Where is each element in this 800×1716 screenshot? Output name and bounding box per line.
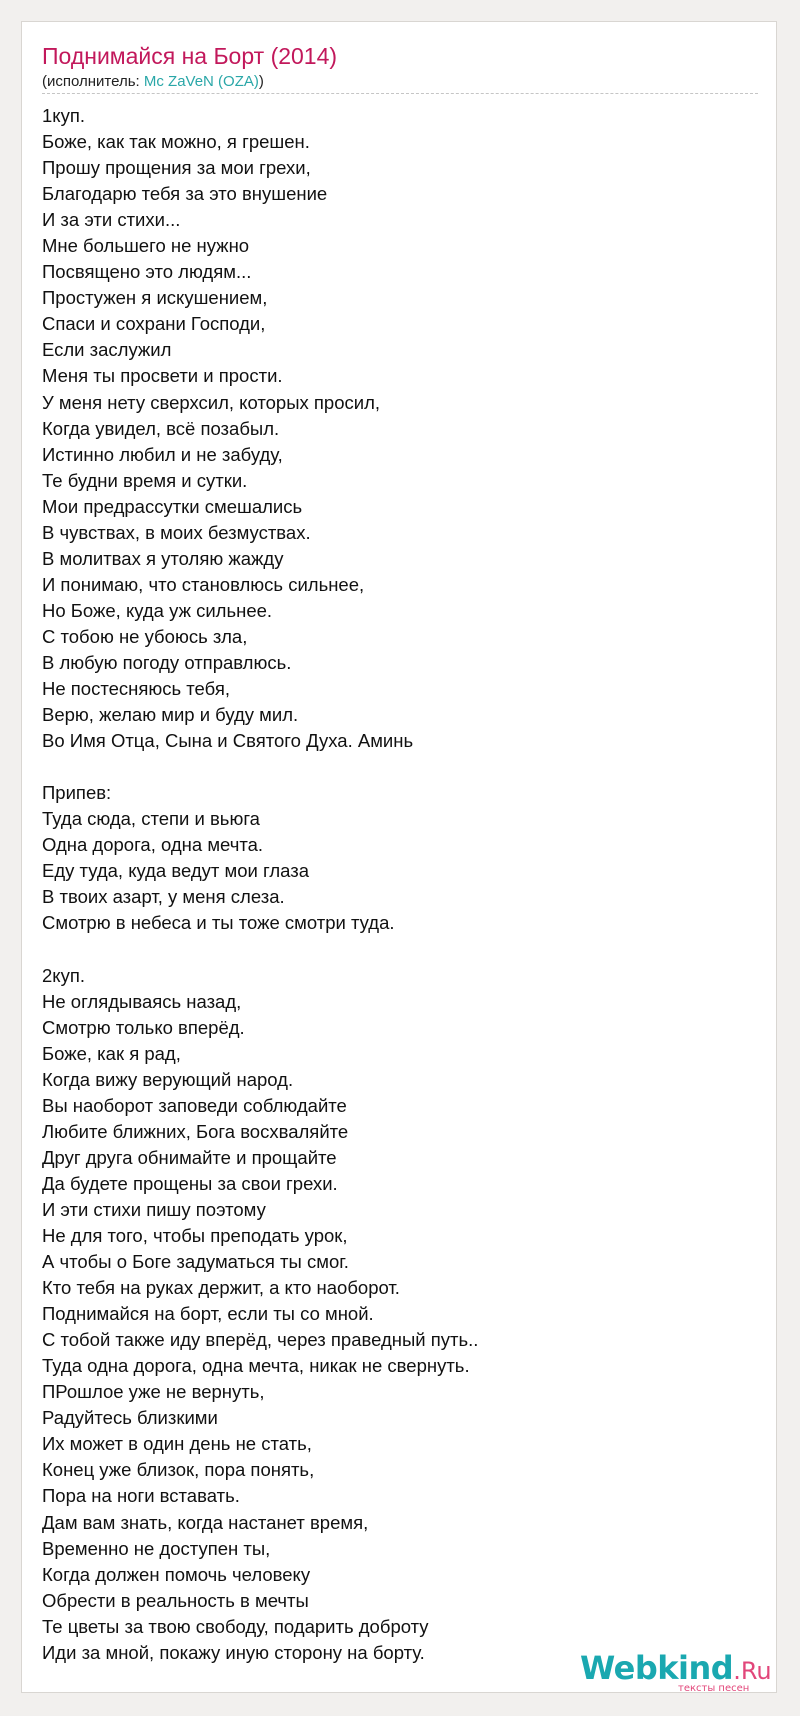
lyric-line: Не оглядываясь назад,: [42, 990, 242, 1012]
lyric-line: Мне большего не нужно: [42, 235, 250, 257]
lyric-line: 1куп.: [42, 105, 85, 126]
lyric-line: У меня нету сверхсил, которых просил,: [42, 391, 381, 413]
lyric-line: Поднимайся на борт, если ты со мной.: [42, 1303, 374, 1325]
lyric-line: Те цветы за твою свободу, подарить доброту: [42, 1615, 429, 1637]
lyric-line: Радуйтесь близкими: [42, 1407, 218, 1429]
lyric-blank-line: [42, 937, 742, 963]
lyric-line: Не для того, чтобы преподать урок,: [42, 1225, 348, 1247]
lyric-line: Меня ты просвети и прости.: [42, 365, 283, 387]
lyric-line: Туда одна дорога, одна мечта, никак не свернуть.: [42, 1355, 470, 1377]
lyric-line: Если заслужил: [42, 339, 172, 361]
lyric-line: Боже, как я рад,: [42, 1042, 181, 1064]
lyric-line: Благодарю тебя за это внушение: [42, 183, 328, 205]
lyric-blank-line: [42, 754, 742, 780]
lyric-line: Припев:: [42, 782, 112, 804]
artist-prefix: (исполнитель:: [42, 73, 144, 90]
lyric-line: В чувствах, в моих безмуствах.: [42, 521, 311, 543]
lyric-line: С тобою не убоюсь зла,: [42, 625, 248, 647]
lyric-line: Когда должен помочь человеку: [42, 1563, 311, 1585]
lyric-line: Обрести в реальность в мечты: [42, 1589, 309, 1611]
lyric-line: Прошу прощения за мои грехи,: [42, 157, 311, 179]
lyric-line: Друг друга обнимайте и прощайте: [42, 1146, 337, 1168]
lyric-line: Когда увидел, всё позабыл.: [42, 417, 280, 439]
lyrics-text: [42, 103, 742, 1666]
lyric-line: Те будни время и сутки.: [42, 469, 248, 491]
lyric-line: С тобой также иду вперёд, через праведный путь..: [42, 1329, 479, 1351]
lyric-line: Кто тебя на руках держит, а кто наоборот.: [42, 1277, 400, 1299]
lyric-line: Не постесняюсь тебя,: [42, 678, 230, 700]
lyric-line: Боже, как так можно, я грешен.: [42, 131, 310, 153]
artist-link[interactable]: Mc ZaVeN (OZA): [143, 73, 259, 90]
lyric-line: Посвящено это людям...: [42, 261, 252, 283]
lyric-line: Еду туда, куда ведут мои глаза: [42, 860, 309, 882]
lyric-line: Но Боже, куда уж сильнее.: [42, 599, 273, 621]
lyric-line: Их может в один день не стать,: [42, 1433, 312, 1455]
lyric-line: Истинно любил и не забуду,: [42, 443, 283, 465]
lyric-line: Когда вижу верующий народ.: [42, 1068, 294, 1090]
lyric-line: Смотрю только вперёд.: [42, 1016, 245, 1038]
song-title: Поднимайся на Борт (2014): [42, 43, 338, 69]
lyric-line: И понимаю, что становлюсь сильнее,: [42, 573, 365, 595]
lyric-line: Конец уже близок, пора понять,: [42, 1459, 315, 1481]
logo-main-text: Webkind: [580, 1649, 734, 1687]
lyric-line: Мои предрассутки смешались: [42, 495, 303, 517]
lyric-line: 2куп.: [42, 964, 85, 986]
lyric-line: И за эти стихи...: [42, 209, 181, 231]
artist-suffix: ): [258, 73, 264, 90]
lyric-line: В твоих азарт, у меня слеза.: [42, 886, 285, 908]
lyric-line: Спаси и сохрани Господи,: [42, 313, 266, 335]
lyric-line: Вы наоборот заповеди соблюдайте: [42, 1094, 347, 1116]
lyric-line: Иди за мной, покажу иную сторону на борту.: [42, 1641, 425, 1663]
lyric-line: Во Имя Отца, Сына и Святого Духа. Аминь: [42, 730, 414, 752]
logo-domain-suffix: .Ru: [733, 1657, 772, 1685]
webkind-logo[interactable]: [580, 1650, 780, 1694]
lyric-line: Да будете прощены за свои грехи.: [42, 1172, 338, 1194]
lyric-line: Одна дорога, одна мечта.: [42, 834, 264, 856]
lyric-line: В любую погоду отправлюсь.: [42, 651, 292, 673]
lyric-line: Временно не доступен ты,: [42, 1537, 271, 1559]
artist-line: [42, 72, 264, 92]
lyric-line: В молитвах я утоляю жажду: [42, 547, 284, 569]
lyric-line: Туда сюда, степи и вьюга: [42, 808, 260, 830]
lyric-line: Смотрю в небеса и ты тоже смотри туда.: [42, 912, 395, 934]
lyric-line: Верю, желаю мир и буду мил.: [42, 704, 299, 726]
lyric-line: А чтобы о Боге задуматься ты смог.: [42, 1251, 349, 1273]
lyric-line: И эти стихи пишу поэтому: [42, 1198, 266, 1220]
logo-tagline: тексты песен: [678, 1683, 750, 1694]
lyric-line: Дам вам знать, когда настанет время,: [42, 1511, 369, 1533]
lyric-line: Простужен я искушением,: [42, 287, 268, 309]
lyric-line: Любите ближних, Бога восхваляйте: [42, 1120, 349, 1142]
title-divider: [42, 93, 758, 94]
lyric-line: Пора на ноги вставать.: [42, 1485, 240, 1507]
lyric-line: ПРошлое уже не вернуть,: [42, 1381, 265, 1403]
